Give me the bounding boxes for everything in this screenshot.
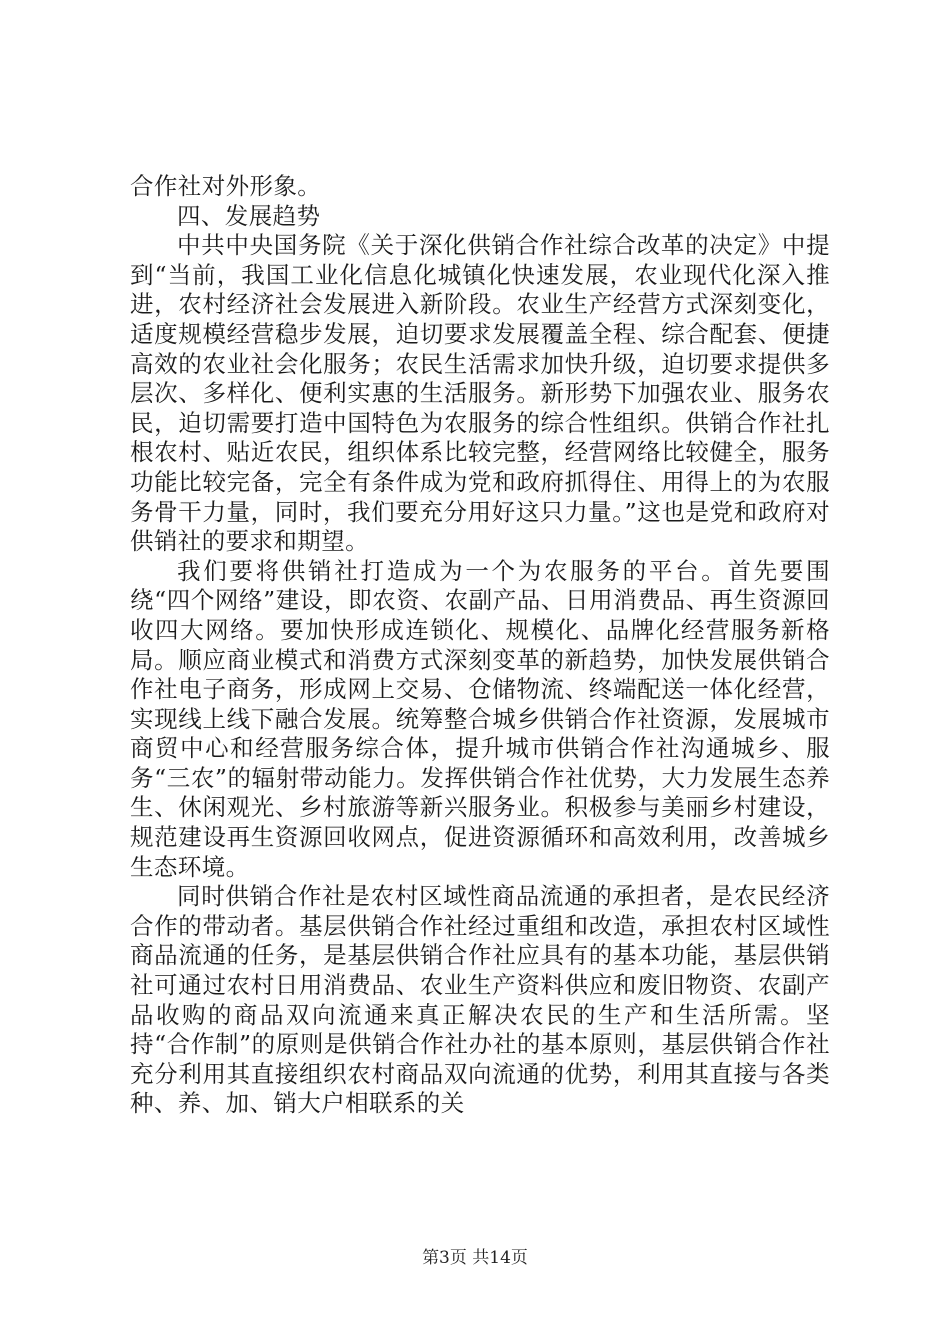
- page-number-footer: 第3页 共14页: [422, 1248, 528, 1268]
- paragraph: 我们要将供销社打造成为一个为农服务的平台。首先要围绕“四个网络”建设，即农资、农副产品、日用消费品、再生资源回收四大网络。要加快形成连锁化、规模化、品牌化经营服务新格局。顺应商业模式和消费方式深刻变革的新趋势，加快发展供销合作社电子商务，形成网上交易、仓储物流、终端配送一体化经营，实现线上线下融合发展。统筹整合城乡供销合作社资源，发展城市商贸中心和经营服务综合体，提升城市供销合作社沟通城乡、服务“三农”的辐射带动能力。发挥供销合作社优势，大力发展生态养生、休闲观光、乡村旅游等新兴服务业。积极参与美丽乡村建设，规范建设再生资源回收网点，促进资源循环和高效利用，改善城乡生态环境。: [130, 556, 830, 881]
- paragraph-continuation: 合作社对外形象。: [130, 172, 322, 200]
- document-body: [130, 172, 830, 1119]
- section-heading: 四、发展趋势: [177, 201, 321, 230]
- paragraph: 同时供销合作社是农村区域性商品流通的承担者，是农民经济合作的带动者。基层供销合作社经过重组和改造，承担农村区域性商品流通的任务，是基层供销合作社应具有的基本功能，基层供销社可通过农村日用消费品、农业生产资料供应和废旧物资、农副产品收购的商品双向流通来真正解决农民的生产和生活所需。坚持“合作制”的原则是供销合作社办社的基本原则，基层供销合作社充分利用其直接组织农村商品双向流通的优势，利用其直接与各类种、养、加、销大户相联系的关: [130, 882, 830, 1118]
- paragraph: 中共中央国务院《关于深化供销合作社综合改革的决定》中提到“当前，我国工业化信息化城镇化快速发展，农业现代化深入推进，农村经济社会发展进入新阶段。农业生产经营方式深刻变化，适度规模经营稳步发展，迫切要求发展覆盖全程、综合配套、便捷高效的农业社会化服务；农民生活需求加快升级，迫切要求提供多层次、多样化、便利实惠的生活服务。新形势下加强农业、服务农民，迫切需要打造中国特色为农服务的综合性组织。供销合作社扎根农村、贴近农民，组织体系比较完整，经营网络比较健全，服务功能比较完备，完全有条件成为党和政府抓得住、用得上的为农服务骨干力量，同时，我们要充分用好这只力量。”这也是党和政府对供销社的要求和期望。: [130, 231, 830, 556]
